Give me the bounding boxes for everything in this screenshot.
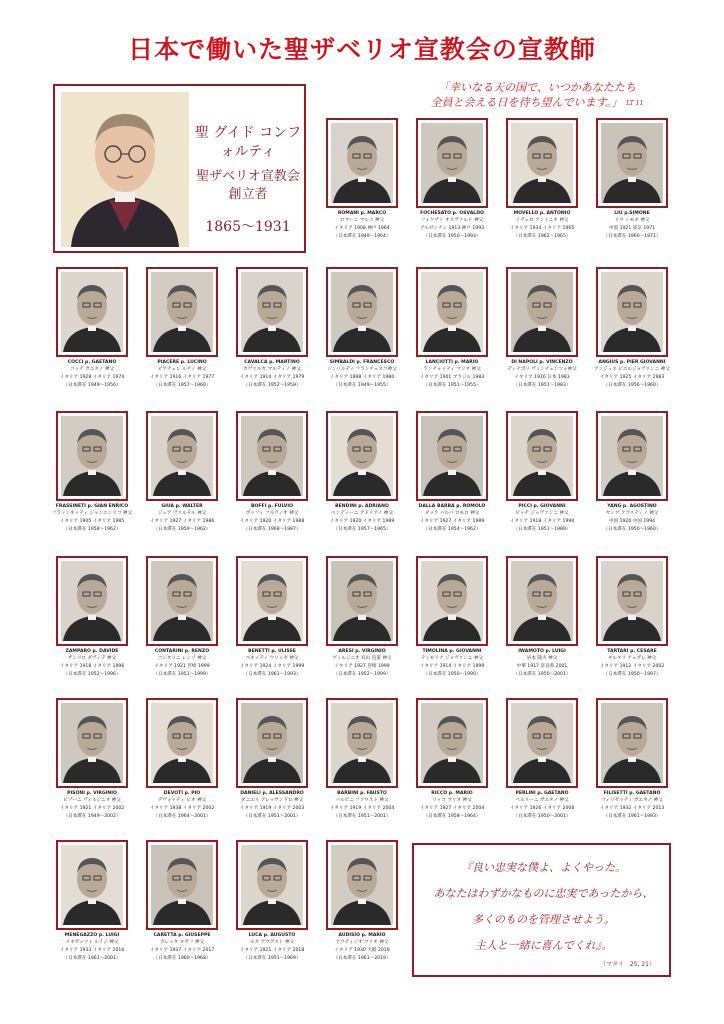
portrait-frame [326,411,398,501]
portrait-frame [416,556,488,646]
portrait-photo [601,123,663,203]
portrait-frame [596,267,668,357]
missionary-japan-stay: （日本滞在 1949〜1955） [333,383,391,388]
page-title: 日本で働いた聖ザベリオ宣教会の宣教師 [128,35,596,64]
missionary-name: LANCIOTTI p. MARIO [425,360,479,365]
missionary-japan-stay: （日本滞在 1961〜2001） [63,956,121,961]
missionary-name: FRASSINETI p. GIAN ENRICO [55,504,129,509]
missionary-life: イタリア 1926 イタリア 2008 [509,806,575,811]
missionary-name: MENEGAZZO p. LUIGI [64,933,120,938]
missionary-life: イタリア 1916 イタリア 1977 [149,375,215,380]
portrait-photo [331,845,393,925]
missionary-japan-stay: （日本滞在 1960〜1968） [153,956,211,961]
missionary-kana: カレッタ ヨゼフ 神父 [159,940,205,945]
missionary-card [146,556,218,682]
missionary-name: ANGIUS p. PIER GIOVANNI [598,360,666,365]
missionary-life: イタリア 1937 イタリア 2017 [149,948,215,953]
missionary-card [416,698,488,824]
missionary-name: IWAMOTO p. LUIGI [518,649,566,654]
missionary-card [596,411,668,537]
portrait-photo [421,561,483,641]
missionary-kana: タルタリ チェザレ 神父 [607,656,657,661]
missionary-life: イタリア 1927 イタリア 1989 [419,519,485,524]
missionary-japan-stay: （日本滞在 1949〜1964） [333,234,391,239]
bible-quote-ref: （マタイ 25, 21） [600,961,655,968]
missionary-card [596,556,668,682]
portrait-frame [146,267,218,357]
missionary-japan-stay: （日本滞在 1961〜2019） [333,956,391,961]
missionary-card [416,267,488,393]
missionary-name: PICCI p. GIOVANNI [518,504,566,509]
portrait-frame [506,411,578,501]
missionary-japan-stay: （日本滞在 1951〜1969） [243,956,301,961]
missionary-japan-stay: （日本滞在 1950〜1990） [423,672,481,677]
missionary-life: イタリア 1921 イタリア 2002 [59,806,125,811]
missionary-kana: リッコ マリオ 神父 [432,798,472,803]
missionary-kana: ピゾーニ ヴィルジニオ 神父 [63,798,121,803]
portrait-photo [241,561,303,641]
missionary-name: CONTARINI p. RENZO [154,649,210,654]
missionary-life: イタリア 1905 イタリア 1985 [59,519,125,524]
missionary-japan-stay: （日本滞在 1954〜1962） [423,527,481,532]
portrait-frame [416,698,488,788]
top-quote-line1: 「幸いなる天の国で、いつかあなたたち [438,81,636,94]
portrait-frame [596,556,668,646]
portrait-photo [61,272,123,352]
missionary-card [146,840,218,966]
missionary-kana: ノヴェロ アントニオ 神父 [515,218,569,223]
missionary-kana: カヴァルカ マルティノ 神父 [243,367,301,372]
portrait-photo [511,272,573,352]
missionary-name: ARESI p. VIRGINIO [338,649,386,654]
portrait-frame [56,556,128,646]
bible-quote-line3: 多くのものを管理させよう。 [472,913,615,926]
founder-portrait [61,92,189,247]
missionary-card [326,556,398,682]
portrait-frame [236,411,308,501]
missionary-japan-stay: （日本滞在 1958〜1964） [423,814,481,819]
portrait-frame [146,411,218,501]
missionary-japan-stay: （日本滞在 1951〜1989） [513,527,571,532]
missionary-life: イタリア 1924 イタリア 1999 [239,664,305,669]
missionary-life: イタリア 1921 宮崎 1999 [154,664,210,669]
portrait-photo [61,703,123,783]
missionary-life: イタリア 1916 日本 1983 [514,375,570,380]
missionary-kana: ピアチェレ ルチノ 神父 [157,367,207,372]
portrait-frame [236,698,308,788]
missionary-card [506,698,578,824]
missionary-japan-stay: （日本滞在 1968〜1987） [243,527,301,532]
portrait-photo [421,416,483,496]
missionary-japan-stay: （日本滞在 1952〜1999） [333,672,391,677]
missionary-card [326,118,398,244]
missionary-kana: フォケザト オスヴァルド 神父 [420,218,484,223]
portrait-frame [596,118,668,208]
missionary-life: イタリア 1908 神戸 1964 [334,226,390,231]
missionary-kana: コンタリニ レンゾ 神父 [157,656,207,661]
missionary-name: ZAMPARO p. DAVIDE [65,649,119,654]
portrait-frame [506,118,578,208]
missionary-life: イタリア 1918 イタリア 1996 [59,664,125,669]
missionary-japan-stay: （日本滞在 1964〜2001） [153,814,211,819]
portrait-photo [421,272,483,352]
missionary-card [596,698,668,824]
portrait-photo [511,703,573,783]
missionary-name: COCCI p. GAETANO [67,360,117,365]
missionary-life: イタリア 1921 イタリア 2018 [239,948,305,953]
missionary-life: イタリア 1933 イタリア 2016 [59,948,125,953]
portrait-photo [241,845,303,925]
missionary-life: イタリア 1927 イタリア 2004 [419,806,485,811]
missionary-japan-stay: （日本滞在 1950〜2001） [513,672,571,677]
missionary-kana: リウ シモネ 神父 [614,218,650,223]
missionary-card [146,267,218,393]
missionary-name: CAVALCA p. MARTINO [244,360,300,365]
missionary-life: イタリア 1920 イタリア 1989 [329,519,395,524]
portrait-frame [506,267,578,357]
missionary-life: イタリア 1927 宮崎 1999 [334,664,390,669]
missionary-life: イタリア 1930 大阪 2019 [334,948,390,953]
missionary-japan-stay: （日本滞在 1957〜1960） [153,383,211,388]
portrait-frame [416,411,488,501]
missionary-card [326,411,398,537]
missionary-name: SIMBALDI p. FRANCESCO [329,360,395,365]
missionary-name: DANIELI p. ALESSANDRO [240,791,304,796]
portrait-frame [56,840,128,930]
missionary-name: DEVOTI p. PIO [163,791,201,796]
missionary-card [236,267,308,393]
missionary-kana: ボッフィ フルヴィオ 神父 [245,511,299,516]
portrait-photo [241,703,303,783]
missionary-name: RICCO p. MARIO [431,791,473,796]
missionary-kana: フラッシネッティ ジャンエンリコ 神父 [51,511,133,516]
portrait-photo [331,123,393,203]
missionary-name: YANG p. AGOSTINO [607,504,657,509]
missionary-card [506,118,578,244]
portrait-frame [326,118,398,208]
portrait-frame [326,556,398,646]
missionary-card [506,556,578,682]
missionary-name: TARTARI p. CESARE [607,649,657,654]
missionary-card [326,698,398,824]
missionary-kana: ダッラ バルバ ロモロ 神父 [424,511,480,516]
missionary-name: BARBINI p. FAUSTO [337,791,387,796]
missionary-card [236,698,308,824]
portrait-photo [421,703,483,783]
missionary-name: BENETTI p. ULISSE [248,649,296,654]
portrait-frame [506,556,578,646]
missionary-card [56,698,128,824]
portrait-frame [416,118,488,208]
missionary-name: AUDISIO p. MARIO [338,933,386,938]
missionary-japan-stay: （日本滞在 1949〜2002） [63,814,121,819]
missionary-kana: ザンパロ ダヴィデ 神父 [67,656,117,661]
bible-quote-line2: あなたはわずかなものに忠実であったから、 [433,887,654,900]
missionary-kana: 岩本 隆夫 神父 [526,656,558,661]
missionary-card [56,840,128,966]
missionary-kana: ダニエリ アレッサンドロ 神父 [240,798,304,803]
missionary-life: イタリア 1918 イタリア 1990 [509,519,575,524]
missionary-name: CARETTA p. GIUSEPPE [153,933,211,938]
missionary-life: イタリア 1920 イタリア 1988 [239,519,305,524]
missionary-japan-stay: （日本滞在 1957〜1965） [333,527,391,532]
missionary-card [596,118,668,244]
missionary-life: 中国 1920 中国 1994 [608,519,656,524]
missionary-life: イタリア 1919 イタリア 2004 [329,806,395,811]
missionary-name: FILISETTI p. GAETANO [603,791,661,796]
portrait-photo [151,561,213,641]
missionary-name: PIACERE p. LUCINO [157,360,207,365]
portrait-frame [146,698,218,788]
founder-dates: 1865〜1931 [205,219,291,235]
portrait-frame [56,698,128,788]
portrait-frame [236,267,308,357]
portrait-photo [421,123,483,203]
founder-name: 聖 グイド コンフォルティ [194,125,302,160]
portrait-photo [511,123,573,203]
missionary-japan-stay: （日本滞在 1952〜1959） [243,383,301,388]
missionary-life: イタリア 1928 イタリア 1974 [59,375,125,380]
missionary-kana: フィリゼッティ ガエタノ 神父 [601,798,663,803]
missionary-card [236,556,308,682]
missionary-life: 中国 1921 東京 1971 [608,226,656,231]
missionary-card [416,556,488,682]
missionary-name: GIUA p. WALTER [161,504,203,509]
missionary-japan-stay: （日本滞在 1951〜1955） [423,383,481,388]
bible-quote-line1: 『良い忠実な僕よ、よくやった。 [461,861,626,874]
missionary-kana: ヤング アゴスティノ 神父 [605,511,659,516]
top-quote-ref: LT 11 [626,99,644,107]
missionary-kana: ベンディーニ アドリアノ 神父 [331,511,393,516]
missionary-kana: シンバルディ フランチェスコ神父 [327,367,397,372]
missionary-kana: ロマーニ マルコ 神父 [339,218,385,223]
portrait-photo [511,416,573,496]
missionary-japan-stay: （日本滞在 1951〜2001） [333,814,391,819]
missionary-life: 中華 1917 奈良県 2001 [516,664,568,669]
portrait-photo [61,561,123,641]
bible-quote-line4: 主人と一緒に喜んでくれ』。 [474,939,613,952]
portrait-photo [511,561,573,641]
missionary-card [146,698,218,824]
missionary-life: イタリア 1912 イタリア 2002 [599,664,665,669]
missionary-kana: ジュア ヴァルテル 神父 [157,511,207,516]
missionary-life: イタリア 1934 イタリア 1965 [509,226,575,231]
missionary-name: DI NAPOLI p. VINCENZO [511,360,573,365]
missionary-japan-stay: （日本滞在 1956〜1960） [603,383,661,388]
missionary-japan-stay: （日本滞在 1960〜1971） [603,234,661,239]
missionary-card [56,267,128,393]
portrait-photo [601,703,663,783]
portrait-frame [596,411,668,501]
portrait-frame [56,267,128,357]
missionary-card [326,267,398,393]
missionary-card [596,267,668,393]
portrait-photo [61,416,123,496]
founder-role: 聖ザベリオ宣教会 創立者 [196,169,300,202]
missionary-kana: ティモリナ ジョヴァンニ 神父 [420,656,484,661]
portrait-photo [151,272,213,352]
portrait-photo [151,703,213,783]
missionary-japan-stay: （日本滞在 1962〜1965） [513,234,571,239]
missionary-japan-stay: （日本滞在 1952〜1996） [63,672,121,677]
missionary-japan-stay: （日本滞在 1959〜1962） [153,527,211,532]
missionary-name: LUCA p. AUGUSTO [248,933,296,938]
missionary-card [51,411,133,537]
missionary-kana: ヴィルジニオ 有山 直道 神父 [332,656,392,661]
portrait-photo [601,416,663,496]
portrait-frame [146,840,218,930]
missionary-card [506,267,578,393]
portrait-frame [56,411,128,501]
missionary-kana: コッチ ガエタノ 神父 [69,367,115,372]
missionary-japan-stay: （日本滞在 1949〜1956） [63,383,121,388]
missionary-kana: メネガッツォ ルイジ 神父 [65,940,119,945]
missionary-name: DALLA BARBA p. ROMOLO [418,504,486,509]
portrait-photo [151,845,213,925]
missionary-name: PISONI p. VIRGINIO [67,791,117,796]
missionary-japan-stay: （日本滞在 1951〜1983） [513,383,571,388]
missionary-name: FOCHESATO p. OSVALDO [420,211,484,216]
missionary-kana: バルビニ ファウスト 神父 [335,798,389,803]
missionary-life: イタリア 1898 イタリア 1980 [329,375,395,380]
missionary-life: イタリア 1919 イタリア 2003 [239,806,305,811]
missionary-kana: ディナポリ ヴィンチェンツォ神父 [507,367,577,372]
missionary-name: BENDINI p. ADRIANO [335,504,389,509]
portrait-photo [61,845,123,925]
missionary-kana: ベネッティ ウリッセ 神父 [245,656,299,661]
missionary-name: LIU p.SIMONE [614,211,650,216]
missionary-name: BOFFI p. FULVIO [251,504,293,509]
founder-panel [53,84,306,253]
top-quote [392,80,682,111]
portrait-frame [596,698,668,788]
portrait-frame [326,698,398,788]
missionary-life: イタリア 1927 イタリア 1986 [149,519,215,524]
missionary-japan-stay: （日本滞在 1958〜1962） [63,527,121,532]
portrait-frame [236,556,308,646]
missionary-name: PERLINI p. GAETANO [515,791,569,796]
missionary-japan-stay: （日本滞在 1961〜1993） [603,814,661,819]
top-quote-line2: 全員と会える日を待ち望んでいます。」 [430,96,623,109]
missionary-kana: アウディジオ マリオ 神父 [335,940,389,945]
portrait-photo [331,272,393,352]
portrait-frame [326,840,398,930]
missionary-life: イタリア 1914 イタリア 1999 [419,664,485,669]
missionary-name: ROMANI p. MARCO [337,211,387,216]
missionary-card [236,411,308,537]
missionary-card [56,556,128,682]
missionary-japan-stay: （日本滞在 1950〜1997） [603,672,661,677]
portrait-photo [601,272,663,352]
portrait-frame [146,556,218,646]
missionary-japan-stay: （日本滞在 1951〜2001） [243,814,301,819]
missionary-life: イタリア 1901 ブラジル 1983 [419,375,485,380]
missionary-kana: アンジュス ピエルジョヴァンニ 神父 [594,367,670,372]
missionary-kana: ペルリーニ ガエタノ 神父 [515,798,569,803]
missionary-card [416,118,488,244]
missionary-life: イタリア 1925 イタリア 1983 [599,375,665,380]
portrait-frame [416,267,488,357]
missionary-japan-stay: （日本滞在 1950〜1993） [423,234,481,239]
portrait-frame [506,698,578,788]
missionary-name: TIMOLINA p. GIOVANNI [422,649,482,654]
missionary-life: アルゼンチン 1913 神戸 1993 [419,226,485,231]
missionary-japan-stay: （日本滞在 1950〜2001） [513,814,571,819]
missionary-card [416,411,488,537]
missionary-life: イタリア 1938 イタリア 2002 [149,806,215,811]
missionary-japan-stay: （日本滞在 1951〜1999） [153,672,211,677]
missionary-kana: ルカ アウグスト 神父 [249,940,295,945]
portrait-photo [601,561,663,641]
bible-quote-box [412,843,671,977]
missionary-life: イタリア 1914 イタリア 1979 [239,375,305,380]
missionary-card [506,411,578,537]
portrait-photo [331,416,393,496]
missionary-card [236,840,308,966]
missionary-card [326,840,398,966]
portrait-frame [236,840,308,930]
missionary-kana: ランチョッティ マリオ 神父 [423,367,481,372]
missionary-kana: デヴォッティ ピオ 神父 [157,798,207,803]
portrait-photo [241,272,303,352]
portrait-photo [151,416,213,496]
missionary-japan-stay: （日本滞在 1950〜1960） [603,527,661,532]
portrait-photo [241,416,303,496]
portrait-photo [331,703,393,783]
missionary-card [146,411,218,537]
portrait-photo [331,561,393,641]
missionary-name: MOVELLO p. ANTONIO [513,211,571,216]
missionary-life: イタリア 1932 イタリア 2013 [599,806,665,811]
portrait-frame [326,267,398,357]
missionary-japan-stay: （日本滞在 1961〜1993） [243,672,301,677]
missionary-kana: ピッチ ジョヴァンニ 神父 [515,511,569,516]
